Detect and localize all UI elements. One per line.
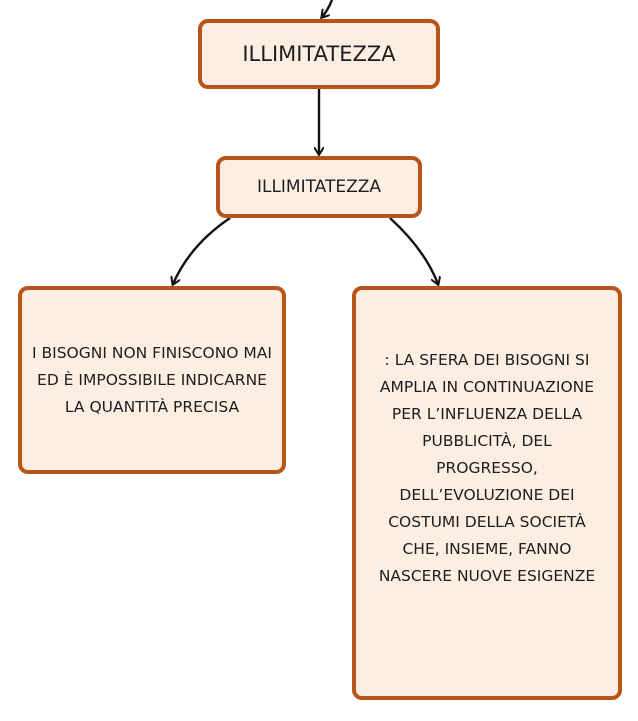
edge-incoming-to-top (322, 0, 332, 17)
node-top-illimitatezza (198, 19, 440, 89)
node-top-label: ILLIMITATEZZA (242, 42, 396, 66)
node-middle-illimitatezza (216, 156, 422, 218)
node-right-text: : LA SFERA DEI BISOGNI SI AMPLIA IN CONTINUAZIONE PER L’INFLUENZA DELLA PUBBLICITÀ, DEL PROGRESSO, DELL’EVOLUZIONE DEI COSTUMI DELLA SOCIETÀ CHE, INSIEME, FANNO NASCERE NUOVE ESIGENZE (378, 351, 596, 585)
node-middle-label: ILLIMITATEZZA (256, 177, 382, 197)
edge-middle-to-left (173, 218, 230, 284)
edge-middle-to-right (390, 218, 438, 284)
node-right-sfera-bisogni (352, 286, 622, 700)
node-left-text: I BISOGNI NON FINISCONO MAI ED È IMPOSSIBILE INDICARNE LA QUANTITÀ PRECISA (32, 343, 272, 416)
node-left-bisogni (18, 286, 286, 474)
